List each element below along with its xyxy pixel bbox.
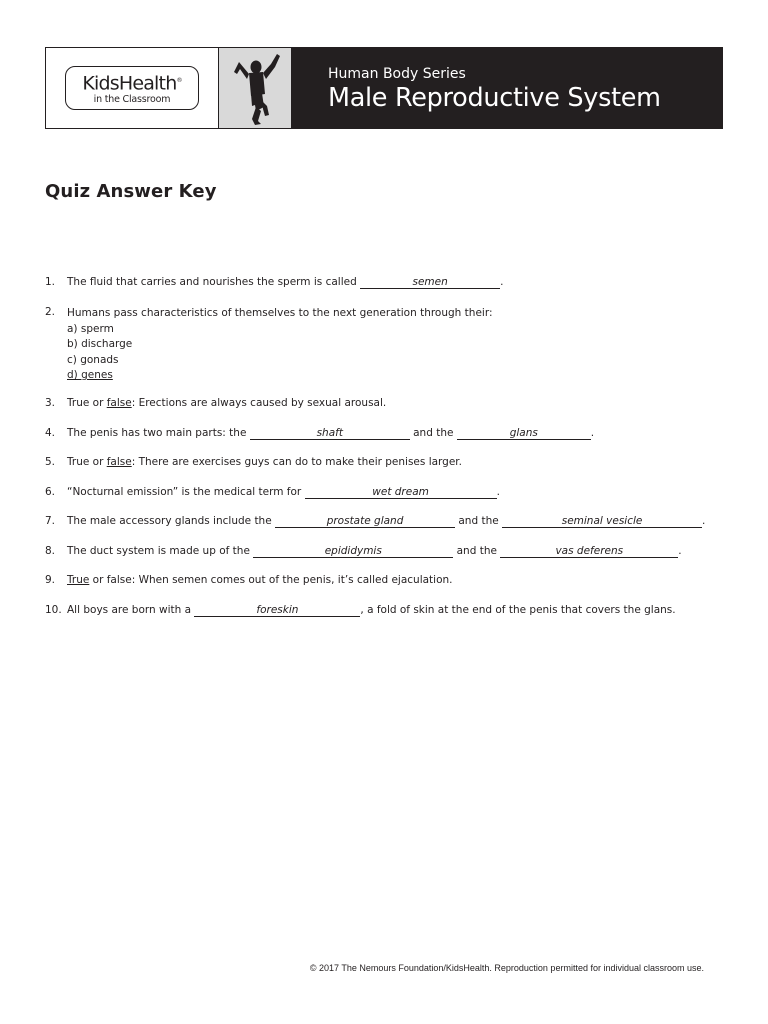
question-text-end: : There are exercises guys can do to make their penises larger.: [131, 456, 463, 468]
logo-sub-text: in the Classroom: [93, 93, 171, 105]
answer-blank: prostate gland: [275, 515, 455, 528]
question-text: True or: [67, 456, 107, 468]
question-text: “Nocturnal emission” is the medical term for: [67, 486, 302, 498]
option-c: c) gonads: [67, 353, 119, 366]
question-text-mid: and the: [456, 545, 497, 557]
question-text-end: , a fold of skin at the end of the penis that covers the glans.: [360, 604, 676, 616]
question-text: The fluid that carries and nourishes the sperm is called: [67, 276, 357, 288]
answer-underlined: True: [67, 574, 90, 586]
answer-blank: foreskin: [194, 604, 360, 617]
question-number: 10.: [45, 604, 62, 616]
question-number: 6.: [45, 486, 56, 498]
question-text: The male accessory glands include the: [67, 515, 272, 527]
question-text: True or: [67, 397, 107, 409]
copyright-footer: © 2017 The Nemours Foundation/KidsHealth. Reproduction permitted for individual classroom use.: [309, 963, 704, 973]
series-title: Human Body Series: [328, 66, 466, 82]
figure-panel: [219, 48, 292, 128]
question-number: 5.: [45, 456, 56, 468]
answer-blank: wet dream: [305, 486, 497, 499]
question-text-end: .: [678, 545, 682, 557]
question-number: 2.: [45, 306, 56, 318]
question-text-end: : Erections are always caused by sexual arousal.: [131, 397, 387, 409]
header-banner: [45, 47, 723, 129]
document-title: Male Reproductive System: [328, 83, 661, 113]
question-text-end: .: [500, 276, 504, 288]
option-b: b) discharge: [67, 338, 133, 350]
answer-underlined: false: [106, 456, 132, 468]
question-text: or false: When semen comes out of the penis, it’s called ejaculation.: [89, 574, 453, 586]
question-number: 1.: [45, 276, 56, 288]
answer-blank-2: glans: [457, 427, 591, 440]
question-number: 9.: [45, 574, 56, 586]
question-text: Humans pass characteristics of themselves to the next generation through their:: [67, 307, 493, 319]
question-number: 7.: [45, 515, 56, 527]
title-panel: [292, 48, 722, 128]
question-number: 4.: [45, 427, 56, 439]
question-text-end: .: [702, 515, 706, 527]
jumping-figure-icon: [225, 49, 285, 127]
option-d-correct: d) genes: [67, 369, 113, 381]
question-text: The penis has two main parts: the: [67, 427, 247, 439]
kidshealth-logo: [65, 66, 199, 110]
answer-blank-2: seminal vesicle: [502, 515, 702, 528]
answer-underlined: false: [106, 397, 132, 409]
answer-blank: epididymis: [253, 545, 453, 558]
question-number: 8.: [45, 545, 56, 557]
answer-blank: shaft: [250, 427, 410, 440]
page-title: Quiz Answer Key: [45, 181, 217, 202]
logo-main-text: KidsHealth: [82, 72, 177, 95]
question-text-mid: and the: [413, 427, 454, 439]
question-text: The duct system is made up of the: [67, 545, 250, 557]
question-text-end: .: [590, 427, 595, 439]
option-a: a) sperm: [67, 322, 114, 335]
question-number: 3.: [45, 397, 56, 409]
question-text: All boys are born with a: [67, 604, 192, 616]
logo-area: [46, 48, 219, 128]
answer-blank-2: vas deferens: [500, 545, 678, 558]
answer-blank: semen: [360, 276, 500, 289]
question-text-mid: and the: [458, 515, 499, 527]
question-text-end: .: [496, 486, 500, 498]
logo-registered-mark: ®: [176, 77, 182, 85]
